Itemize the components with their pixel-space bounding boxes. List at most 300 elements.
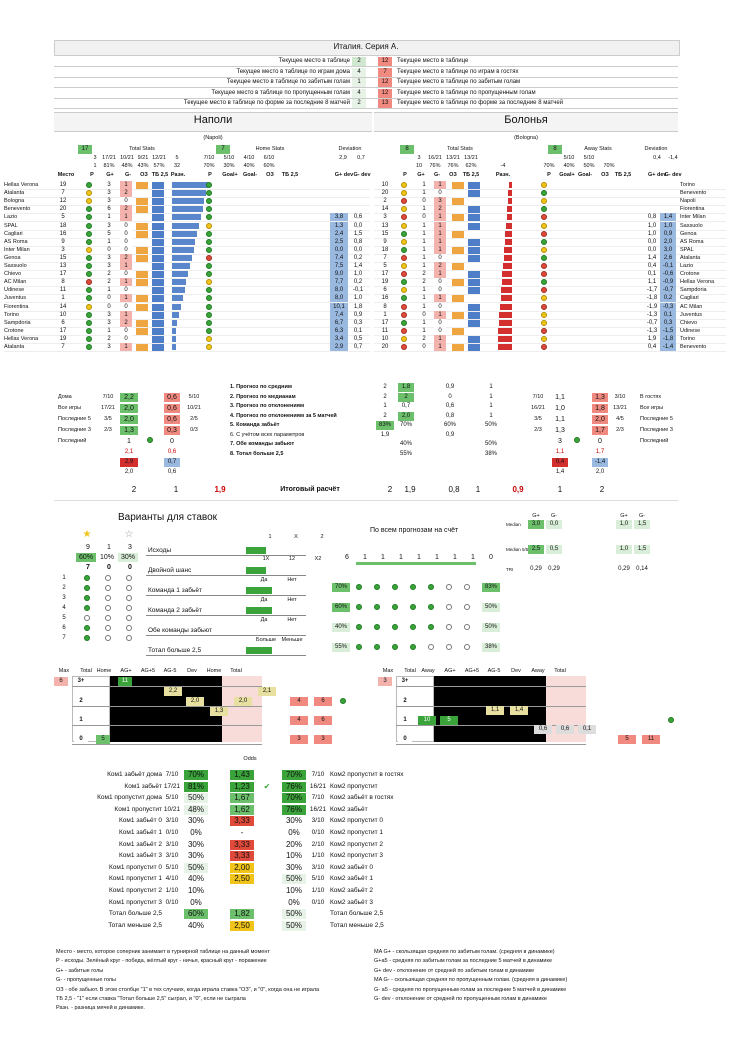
odds-left-pct: 50% [184,863,208,873]
diff-bar [499,320,512,326]
dev-minus: 1,4 [353,263,363,269]
forecast-left-frac2: 0/3 [190,427,198,433]
bets-title: Варианты для ставок [118,512,218,523]
forecast-left-label: Последние 5 [58,416,91,422]
dev-plus: 6,7 [330,319,348,327]
result-dot [126,595,132,601]
forecast-left-gp: 1,3 [120,426,138,435]
result-dot [541,320,547,326]
summary-right-value: 12 [378,89,392,98]
total-over [152,247,164,254]
odds-left-pct: 48% [184,805,208,815]
double-chance-head: X2 [314,556,322,562]
position-value: 7 [383,254,387,261]
pct-left: 55% [332,643,350,652]
median-right-gm: 1,5 [634,520,650,529]
diff-bar [172,344,176,350]
home-row-b-cell: 1 [93,163,97,169]
goals-for: 0 [422,311,426,318]
opponent-name: AC Milan [4,279,27,286]
forecast-left-extra-b: 0,6 [164,448,180,457]
result-dot [541,239,547,245]
team2-yes-bar [246,607,272,614]
position-value: 10 [381,182,389,188]
odds-left-pct: 0% [184,898,208,908]
summary-left-value: 4 [352,89,366,98]
position-value: 19 [59,335,67,342]
forecast-item-d: 1 [489,412,493,419]
forecast-right-extra-b: 1,7 [592,448,608,457]
pct-left: 60% [332,603,350,612]
goals-against: 0 [120,286,132,294]
both-score [452,182,464,189]
odds-left-frac: 3/10 [165,840,179,848]
ag-right-val: 10 [418,716,436,725]
forecast-item-b: 55% [399,450,412,457]
goals-against: 2 [434,262,446,270]
forecast-item-a: 1,9 [376,431,394,440]
odds-right-label: Ком2 пропустит 3 [330,852,383,860]
dev-plus: 0,1 [647,271,657,278]
odds-right-pct: 10% [282,886,306,896]
summary-right-value: 13 [378,99,392,108]
result-dot [105,585,111,591]
median-left-gp: 3,0 [528,520,544,529]
total-over [468,231,480,238]
result-dot [401,344,407,350]
position-value: 2 [383,198,387,205]
forecast-right-frac2: 13/21 [613,405,627,411]
away-row-b-cell: 10 [415,163,423,169]
odds-left-label: Тотал больше 2,5 [108,910,162,918]
position-value: 1 [383,311,387,318]
ag-row-label: 0 [398,735,412,744]
result-dot [126,615,132,621]
ag-right-val: 1,4 [510,706,528,715]
odds-left-frac: 5/10 [165,794,179,802]
home-row-a-cell: 17/21 [102,155,116,161]
position-value: 8 [61,279,65,286]
ag-max: 3 [378,677,392,686]
result-dot [464,644,470,650]
goals-for: 2 [107,271,111,278]
result-dot [401,328,407,334]
dev-minus: 2,6 [660,254,676,262]
goals-for: 1 [422,319,426,326]
goals-for: 1 [107,327,111,334]
odds-right-label: Ком2 пропустит в гостях [330,771,404,778]
opponent-name: Inter Milan [680,214,706,221]
dev-minus: 0,2 [660,294,676,302]
pct-left: 70% [332,583,350,592]
dev-plus: 0,0 [647,238,657,245]
forecast-item-d: 38% [484,450,497,457]
result-dot [541,182,547,188]
diff-bar [505,231,512,237]
no-head: Нет [287,597,297,603]
result-dot [541,304,547,310]
dev-minus: 1,8 [353,303,363,310]
result-dot [105,595,111,601]
result-dot [206,320,212,326]
forecast-item-c: 60% [443,422,456,428]
result-dot [392,584,398,590]
both-score [136,182,148,189]
pct-left: 40% [332,623,350,632]
forecast-left-gm: 0,6 [164,404,180,413]
score-value: 1 [399,554,403,561]
both-score [452,344,464,351]
ag-head: AG+5 [464,668,480,674]
both-score [452,336,464,343]
forecast-left-label: Все игры [58,405,82,411]
forecast-item-d [482,431,500,440]
total-over [152,198,164,205]
team1-yes-bar [246,587,272,594]
forecast-left-gm: 0 [164,437,180,446]
bets-row-num: 2 [62,585,66,591]
diff-bar [172,320,177,326]
diff-bar [172,239,195,245]
home-row-b-cell: 70% [203,163,215,169]
summary-left-label: Текущее место в таблице по забитым голам [226,79,350,85]
result-dot [410,584,416,590]
result-dot [84,625,90,631]
summary-left-value: 4 [352,68,366,77]
opponent-name: Chievo [680,319,698,326]
odds-right-label: Тотал меньше 2,5 [330,921,384,929]
forecast-item: 7. Обе команды забьют [230,441,295,447]
summary-left-label: Текущее место в таблице по пропущенным голам [211,89,350,96]
odds-right-label: Ком2 забьёт 1 [330,875,374,883]
dev-minus: -1,5 [660,327,676,335]
home-row-a-cell: 3 [93,155,97,161]
odds-right-label: Ком2 пропустит 2 [330,840,383,848]
dev-minus: -0,7 [660,286,676,294]
result-dot [401,239,407,245]
forecast-left-frac: 3/5 [104,416,112,422]
forecast-right-gm: 2,0 [592,415,608,424]
both-score [452,312,464,319]
bets-row-num: 6 [62,625,66,631]
home-col-head: Разн. [170,172,186,178]
summary-left-label: Текущее место в таблице по играм дома [236,68,350,75]
result-dot [541,263,547,269]
opponent-name: Udinese [680,327,701,334]
odds-left-pct: 81% [184,782,208,792]
total-over [152,312,164,319]
odds-right-label: Тотал больше 2,5 [330,910,384,918]
goals-against: 0 [434,286,446,294]
goals-for: 1 [422,238,426,245]
total-over [152,214,164,221]
goals-for: 1 [422,246,426,253]
diff-bar [507,214,512,220]
result-dot [410,644,416,650]
goals-for: 1 [422,230,426,237]
bets-row-label: Команда 1 забьёт [148,587,203,594]
forecast-right-gp: 1,1 [555,394,565,401]
both-score [136,239,148,246]
forecast-right-frac: 2/3 [534,427,542,433]
goals-against: 0 [120,327,132,335]
ag-head: Max [58,668,70,674]
result-dot [84,585,90,591]
summary-right-label: Текущее место в таблице [397,58,469,64]
forecast-item-c: 0 [448,393,452,400]
forecast-left-frac: 7/10 [102,394,114,400]
median-left-gm: 0,5 [546,545,562,554]
result-dot [401,279,407,285]
total-over [468,295,480,302]
dev-plus: 7,4 [330,254,348,262]
odds-left-label: Ком1 забьёт 0 [118,817,162,825]
forecast-left-extra-a: 2,1 [120,448,138,457]
ag-head: AG-5 [163,668,177,674]
home-col-head: Goal+ [222,172,238,178]
total-over [152,263,164,270]
home-row-b-cell: 60% [263,163,275,169]
forecast-right-gm: 1,7 [592,426,608,435]
pct-right: 38% [482,643,500,652]
yes-head: Да [260,617,268,623]
ag-row-label: 1 [74,716,88,725]
diff-bar [172,304,181,310]
position-value: 14 [59,303,67,310]
goals-for: 1 [107,238,111,245]
away-row-a-cell: 3 [417,155,421,161]
goals-for: 3 [107,182,111,188]
home-col-head: ТБ 2,5 [281,172,299,178]
bets-row-num: 7 [62,635,66,641]
opponent-name: Udinese [4,287,25,294]
goals-for: 1 [422,295,426,302]
result-dot [392,624,398,630]
goals-against: 1 [120,311,132,319]
dev-minus: 0,2 [353,254,363,261]
goals-against: 1 [434,294,446,302]
diff-bar [172,231,197,237]
position-value: 7 [61,344,65,350]
ag-left-total-b: 5 [96,735,110,744]
opponent-name: Hellas Verona [4,335,39,342]
odds-left-frac: 3/10 [165,817,179,825]
result-dot [206,279,212,285]
final-value: 1,9 [404,485,416,494]
result-dot [206,206,212,212]
ag-head: AG+5 [140,668,156,674]
result-dot [541,344,547,350]
ag-left-val: 4 [290,716,308,725]
diff-bar [172,263,190,269]
position-value: 20 [381,190,389,197]
both-score [136,344,148,351]
result-dot [401,182,407,188]
legend-right-line: G- a5 - средняя по пропущенным голам за последние 5 матчей в динамике [374,986,567,993]
forecast-left-frac: 17/21 [101,405,115,411]
home-top-num2: 7 [216,145,230,154]
total-over [468,263,480,270]
result-dot [126,605,132,611]
forecast-item-a: 2 [376,393,394,402]
odds-mid: 1,43 [230,770,254,780]
dev-plus: 8,0 [330,294,348,302]
odds-mid: 1,82 [230,909,254,919]
both-score [452,328,464,335]
median-right-gp: 1,0 [616,520,632,529]
odds-mid: 1,23 [230,782,254,792]
ag-head: Dev [187,668,197,674]
no-head: Нет [287,617,297,623]
legend-right-line: MA G- - скользящая средняя по пропущенным голам. (средняя в динамике) [374,977,568,984]
diff-bar [172,295,183,301]
goals-for: 6 [107,206,111,213]
home-row-b-cell: 57% [153,163,165,169]
dev-minus: -1,8 [660,335,676,343]
result-dot [446,604,452,610]
bets-underline [146,615,306,616]
bets-pct: 10% [97,553,117,562]
ag-head: AG-5 [487,668,501,674]
result-dot [401,287,407,293]
goals-against: 1 [434,246,446,254]
total-over [468,304,480,311]
diff-bar [172,336,176,342]
odds-left-label: Ком1 пропустит 0 [109,863,162,871]
double-chance-bar [246,567,266,574]
result-dot [206,214,212,220]
home-row-a-cell: 0,7 [357,155,365,161]
result-dot [541,271,547,277]
opponent-name: Sassuolo [4,263,27,269]
away-top-num: 8 [400,145,414,154]
forecast-left-gm: 0,3 [164,426,180,435]
odds-right-frac: 5/10 [311,875,325,883]
forecast-right-label: Последний [640,438,669,444]
ag-head: Dev [511,668,521,674]
forecast-right-extra-a: 1,1 [552,448,568,457]
result-dot [206,304,212,310]
ag-head: Total [404,668,416,674]
home-row-a-cell: 4/10 [243,155,255,161]
forecast-right-extra-a: 1,4 [552,468,568,477]
opponent-name: Torino [680,335,695,342]
diff-bar [172,182,208,188]
opponent-name: Torino [680,182,695,188]
odds-right-frac: 16/21 [309,805,327,813]
legend-right-line: G+a5 - средняя по забитым голам за последние 5 матчей в динамике [374,958,553,965]
diff-bar [498,328,512,334]
away-col-head: Р [403,172,407,178]
both-score [452,214,464,221]
odds-right-label: Ком2 забьёт 0 [330,863,374,871]
result-dot [86,271,92,277]
result-dot [374,604,380,610]
ag-right-val: 5 [618,735,636,744]
home-row-b-cell: 81% [103,163,115,169]
forecast-item-a [376,450,394,459]
opponent-name: SPAL [4,222,18,229]
total-over [468,255,480,262]
position-value: 3 [383,214,387,221]
goals-against: 0 [434,189,446,197]
result-dot [392,644,398,650]
forecast-item: 8. Тотал больше 2,5 [230,450,284,457]
dev-minus: 3,0 [660,246,676,254]
dev-minus: -0,1 [352,287,364,294]
both-score [452,206,464,213]
goals-for: 2 [422,335,426,342]
bets-underline [146,575,306,576]
ag-left-val: 3 [314,735,332,744]
result-dot [206,287,212,293]
position-value: 14 [381,206,389,213]
home-col-head: Р [90,172,94,178]
result-dot [86,255,92,261]
away-col-head: G+ dev [648,172,666,178]
forecast-item-d: 50% [484,422,497,428]
total-over [152,304,164,311]
opponent-name: AC Milan [680,303,703,310]
forecast-item-b [398,431,414,440]
score-value: 1 [471,554,475,561]
away-col-head: G- [433,172,441,178]
median-label: TRI [506,567,514,572]
forecast-right-frac: 7/10 [532,394,544,400]
away-row-b-cell: 70% [543,163,555,169]
legend-right-line: G- dev - отклонение от средней по пропущенным голам в динамике [374,996,547,1002]
goals-against: 0 [434,319,446,327]
away-row-a-cell: 5/10 [563,155,575,161]
result-dot [392,604,398,610]
score-value: 1 [453,554,457,561]
away-row-b-cell: 40% [563,163,575,169]
diff-bar [501,287,512,293]
result-dot [206,336,212,342]
result-dot [464,584,470,590]
goals-against: 0 [120,238,132,246]
result-dot [105,625,111,631]
opponent-name: Sampdoria [4,319,31,326]
legend-left-line: ТБ 2,5 - "1" если ставка "Тотал больше 2,5" сыграл, и "0", если не сыграла [56,996,246,1002]
summary-left-value: 1 [352,78,366,87]
diff-bar [172,223,199,229]
dev-plus: 1,3 [330,222,348,230]
dev-plus: -0,7 [646,319,658,326]
both-score [452,247,464,254]
odds-right-frac [308,921,328,930]
forecast-item: 4. Прогноз по отклонениям за 5 матчей [230,412,337,419]
dev-minus: 0,2 [353,279,363,286]
forecast-right-gp: 3 [558,438,562,445]
forecast-item-c [442,450,458,459]
forecast-item-a: 2 [376,383,394,392]
dev-minus: 0,8 [353,238,363,245]
diff-bar [172,198,204,204]
position-value: 3 [61,246,65,253]
result-dot [541,295,547,301]
legend-left-line: ОЗ - обе забьют. В этом столбце "1" в тех случаях, когда играла ставка "ОЗ", и "0", когда она не играла [56,986,320,993]
result-dot [541,206,547,212]
result-dot [401,255,407,261]
position-value: 18 [59,222,67,229]
forecast-left-extra-b: 0,7 [164,458,180,467]
both-score [452,304,464,311]
ag-right-val: 5 [440,716,458,725]
goals-for: 1 [422,254,426,261]
odds-right-frac: 2/10 [311,840,325,848]
goals-against: 2 [120,254,132,262]
